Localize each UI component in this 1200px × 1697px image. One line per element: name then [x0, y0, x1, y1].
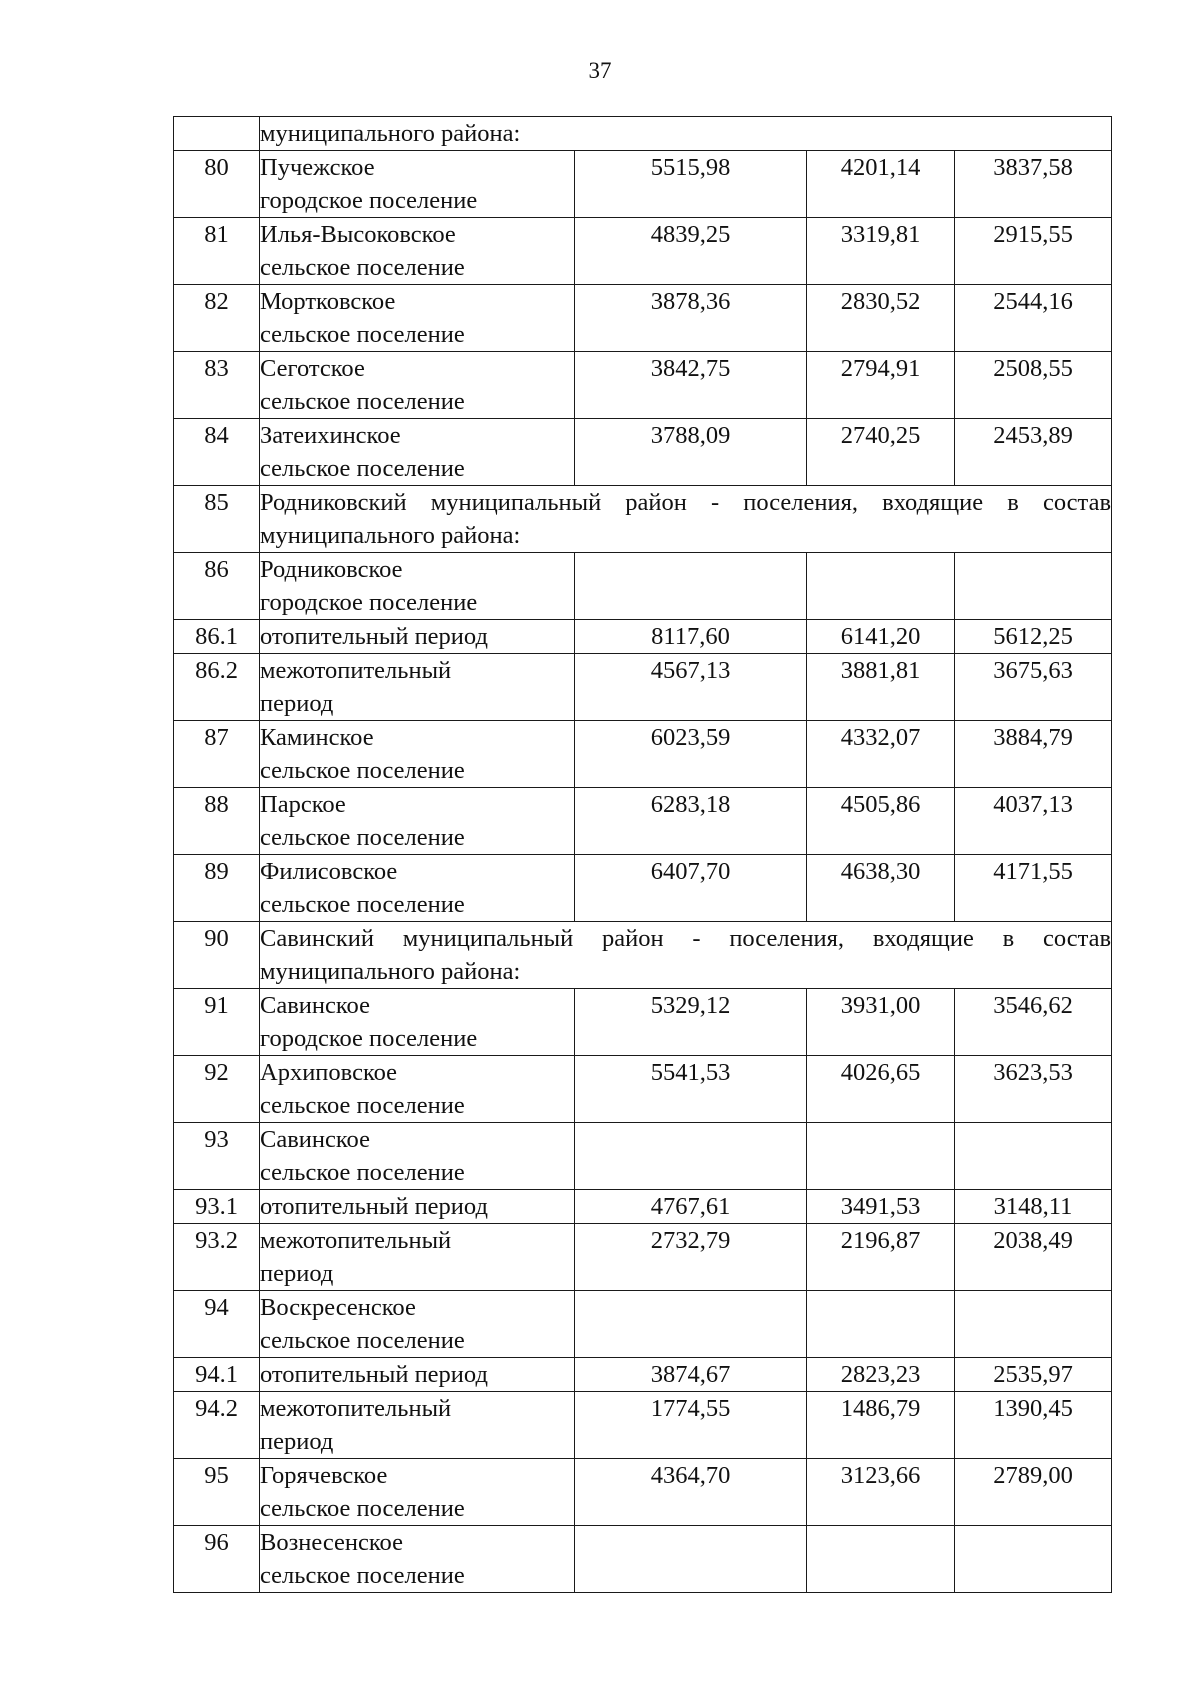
- settlement-name-line: период: [260, 690, 334, 717]
- value-cell-1: 3788,09: [575, 419, 807, 486]
- settlement-name-line: межотопительный: [260, 657, 452, 684]
- table-row: [174, 1224, 1112, 1291]
- settlement-name-line: Каминское: [260, 724, 374, 751]
- settlement-name-line: Филисовское: [260, 858, 398, 885]
- settlement-name-line: сельское поселение: [260, 321, 465, 348]
- settlement-name-line: Затеихинское: [260, 422, 401, 449]
- table-row: [174, 922, 1112, 989]
- value-cell-2: 3931,00: [807, 989, 955, 1056]
- value-cell-3: 3148,11: [955, 1190, 1112, 1224]
- settlement-name-line: сельское поселение: [260, 824, 465, 851]
- value-cell-2: 3491,53: [807, 1190, 955, 1224]
- value-cell-2: [807, 1526, 955, 1593]
- row-number: 87: [174, 721, 260, 788]
- settlement-name-line: период: [260, 1428, 334, 1455]
- settlement-name: [260, 1224, 575, 1291]
- settlement-name: [260, 352, 575, 419]
- settlement-name-line: отопительный период: [260, 623, 488, 650]
- value-cell-2: 3881,81: [807, 654, 955, 721]
- table-row: [174, 855, 1112, 922]
- value-cell-2: 4505,86: [807, 788, 955, 855]
- value-cell-3: 3837,58: [955, 151, 1112, 218]
- value-cell-3: 2038,49: [955, 1224, 1112, 1291]
- settlement-name-line: сельское поселение: [260, 1159, 465, 1186]
- value-cell-3: 3884,79: [955, 721, 1112, 788]
- table-row: [174, 788, 1112, 855]
- settlement-name-line: сельское поселение: [260, 757, 465, 784]
- settlement-name-line: Савинское: [260, 992, 370, 1019]
- value-cell-2: 4026,65: [807, 1056, 955, 1123]
- row-number: 94.2: [174, 1392, 260, 1459]
- table-row: [174, 1526, 1112, 1593]
- value-cell-2: 2794,91: [807, 352, 955, 419]
- settlement-name-line: Пучежское: [260, 154, 375, 181]
- row-number: [174, 117, 260, 151]
- settlement-name: [260, 285, 575, 352]
- settlement-name-line: Сеготское: [260, 355, 365, 382]
- value-cell-3: 2544,16: [955, 285, 1112, 352]
- value-cell-1: 3878,36: [575, 285, 807, 352]
- value-cell-2: 3319,81: [807, 218, 955, 285]
- value-cell-1: 5541,53: [575, 1056, 807, 1123]
- row-number: 89: [174, 855, 260, 922]
- settlement-name-line: городское поселение: [260, 589, 478, 616]
- settlement-name-line: городское поселение: [260, 187, 478, 214]
- value-cell-1: [575, 1123, 807, 1190]
- row-number: 96: [174, 1526, 260, 1593]
- value-cell-2: 2740,25: [807, 419, 955, 486]
- section-heading: муниципального района:: [260, 117, 1112, 151]
- value-cell-2: 3123,66: [807, 1459, 955, 1526]
- row-number: 93.2: [174, 1224, 260, 1291]
- value-cell-3: 5612,25: [955, 620, 1112, 654]
- value-cell-3: 2453,89: [955, 419, 1112, 486]
- value-cell-1: 3874,67: [575, 1358, 807, 1392]
- row-number: 86.2: [174, 654, 260, 721]
- table-row: [174, 1056, 1112, 1123]
- value-cell-3: [955, 1291, 1112, 1358]
- settlement-name-line: Мортковское: [260, 288, 396, 315]
- settlement-name: [260, 1190, 575, 1224]
- table-row: [174, 486, 1112, 553]
- page-number: 37: [588, 58, 612, 83]
- row-number: 95: [174, 1459, 260, 1526]
- table-body: [174, 117, 1112, 1593]
- settlement-name-line: сельское поселение: [260, 1495, 465, 1522]
- value-cell-1: 5515,98: [575, 151, 807, 218]
- settlement-name: [260, 1358, 575, 1392]
- settlement-name-line: сельское поселение: [260, 455, 465, 482]
- value-cell-1: 4567,13: [575, 654, 807, 721]
- row-number: 86.1: [174, 620, 260, 654]
- value-cell-2: 1486,79: [807, 1392, 955, 1459]
- value-cell-3: 2915,55: [955, 218, 1112, 285]
- value-cell-2: 4201,14: [807, 151, 955, 218]
- settlement-name-line: Савинское: [260, 1126, 370, 1153]
- table-row: [174, 218, 1112, 285]
- value-cell-1: 4767,61: [575, 1190, 807, 1224]
- settlement-name-line: Родниковское: [260, 556, 403, 583]
- table-row: [174, 553, 1112, 620]
- value-cell-2: 2830,52: [807, 285, 955, 352]
- row-number: 86: [174, 553, 260, 620]
- value-cell-3: [955, 1123, 1112, 1190]
- row-number: 84: [174, 419, 260, 486]
- row-number: 80: [174, 151, 260, 218]
- value-cell-2: [807, 1123, 955, 1190]
- settlement-name-line: отопительный период: [260, 1361, 488, 1388]
- settlement-name: [260, 721, 575, 788]
- settlement-name: [260, 553, 575, 620]
- settlement-name-line: сельское поселение: [260, 1327, 465, 1354]
- settlement-name: [260, 620, 575, 654]
- table-row: [174, 352, 1112, 419]
- settlement-name-line: межотопительный: [260, 1395, 452, 1422]
- value-cell-3: 3675,63: [955, 654, 1112, 721]
- settlement-name: [260, 1123, 575, 1190]
- settlement-name: [260, 1392, 575, 1459]
- table-row: [174, 1392, 1112, 1459]
- value-cell-1: 5329,12: [575, 989, 807, 1056]
- settlement-name-line: сельское поселение: [260, 254, 465, 281]
- value-cell-3: 2789,00: [955, 1459, 1112, 1526]
- settlement-name-line: Илья-Высоковское: [260, 221, 456, 248]
- row-number: 82: [174, 285, 260, 352]
- row-number: 93.1: [174, 1190, 260, 1224]
- settlement-name-line: отопительный период: [260, 1193, 488, 1220]
- row-number: 94.1: [174, 1358, 260, 1392]
- value-cell-2: [807, 1291, 955, 1358]
- table-row: [174, 654, 1112, 721]
- value-cell-3: 2508,55: [955, 352, 1112, 419]
- row-number: 83: [174, 352, 260, 419]
- table-row: [174, 989, 1112, 1056]
- settlement-name-line: Парское: [260, 791, 346, 818]
- value-cell-1: [575, 1526, 807, 1593]
- settlement-name-line: Воскресенское: [260, 1294, 416, 1321]
- section-heading: Савинский муниципальный район - поселения, входящие в состав муниципального района:: [260, 922, 1112, 989]
- value-cell-1: [575, 1291, 807, 1358]
- settlement-name: [260, 1526, 575, 1593]
- table-row: [174, 1358, 1112, 1392]
- value-cell-3: 3623,53: [955, 1056, 1112, 1123]
- settlement-name-line: Архиповское: [260, 1059, 398, 1086]
- table-row: [174, 721, 1112, 788]
- table-row: [174, 620, 1112, 654]
- settlement-name: [260, 1291, 575, 1358]
- value-cell-1: 6283,18: [575, 788, 807, 855]
- value-cell-3: 3546,62: [955, 989, 1112, 1056]
- row-number: 91: [174, 989, 260, 1056]
- table-row: [174, 419, 1112, 486]
- value-cell-1: 6407,70: [575, 855, 807, 922]
- settlement-name: [260, 788, 575, 855]
- settlement-name-line: сельское поселение: [260, 1092, 465, 1119]
- settlement-name: [260, 419, 575, 486]
- settlement-name-line: межотопительный: [260, 1227, 452, 1254]
- settlement-name-line: Горячевское: [260, 1462, 388, 1489]
- value-cell-1: [575, 553, 807, 620]
- table-row: [174, 1459, 1112, 1526]
- value-cell-2: 2196,87: [807, 1224, 955, 1291]
- value-cell-1: 8117,60: [575, 620, 807, 654]
- settlement-name-line: городское поселение: [260, 1025, 478, 1052]
- table-row: [174, 1190, 1112, 1224]
- value-cell-3: 2535,97: [955, 1358, 1112, 1392]
- table-row: [174, 117, 1112, 151]
- settlement-name: [260, 989, 575, 1056]
- value-cell-1: 6023,59: [575, 721, 807, 788]
- value-cell-3: 4171,55: [955, 855, 1112, 922]
- row-number: 81: [174, 218, 260, 285]
- value-cell-2: 4638,30: [807, 855, 955, 922]
- settlement-name-line: сельское поселение: [260, 891, 465, 918]
- section-heading: Родниковский муниципальный район - поселения, входящие в состав муниципального района:: [260, 486, 1112, 553]
- value-cell-3: 1390,45: [955, 1392, 1112, 1459]
- value-cell-1: 4364,70: [575, 1459, 807, 1526]
- row-number: 92: [174, 1056, 260, 1123]
- row-number: 88: [174, 788, 260, 855]
- settlement-name: [260, 218, 575, 285]
- row-number: 85: [174, 486, 260, 553]
- value-cell-1: 2732,79: [575, 1224, 807, 1291]
- value-cell-3: [955, 553, 1112, 620]
- tariff-table: [173, 116, 1112, 1593]
- settlement-name: [260, 1459, 575, 1526]
- settlement-name: [260, 654, 575, 721]
- table-row: [174, 285, 1112, 352]
- value-cell-2: [807, 553, 955, 620]
- settlement-name: [260, 151, 575, 218]
- settlement-name-line: Вознесенское: [260, 1529, 403, 1556]
- value-cell-2: 2823,23: [807, 1358, 955, 1392]
- value-cell-2: 4332,07: [807, 721, 955, 788]
- settlement-name: [260, 855, 575, 922]
- value-cell-1: 4839,25: [575, 218, 807, 285]
- settlement-name-line: сельское поселение: [260, 388, 465, 415]
- settlement-name: [260, 1056, 575, 1123]
- value-cell-3: [955, 1526, 1112, 1593]
- table-row: [174, 1123, 1112, 1190]
- row-number: 93: [174, 1123, 260, 1190]
- table-row: [174, 151, 1112, 218]
- value-cell-3: 4037,13: [955, 788, 1112, 855]
- value-cell-2: 6141,20: [807, 620, 955, 654]
- table-row: [174, 1291, 1112, 1358]
- value-cell-1: 1774,55: [575, 1392, 807, 1459]
- row-number: 90: [174, 922, 260, 989]
- settlement-name-line: период: [260, 1260, 334, 1287]
- value-cell-1: 3842,75: [575, 352, 807, 419]
- row-number: 94: [174, 1291, 260, 1358]
- settlement-name-line: сельское поселение: [260, 1562, 465, 1589]
